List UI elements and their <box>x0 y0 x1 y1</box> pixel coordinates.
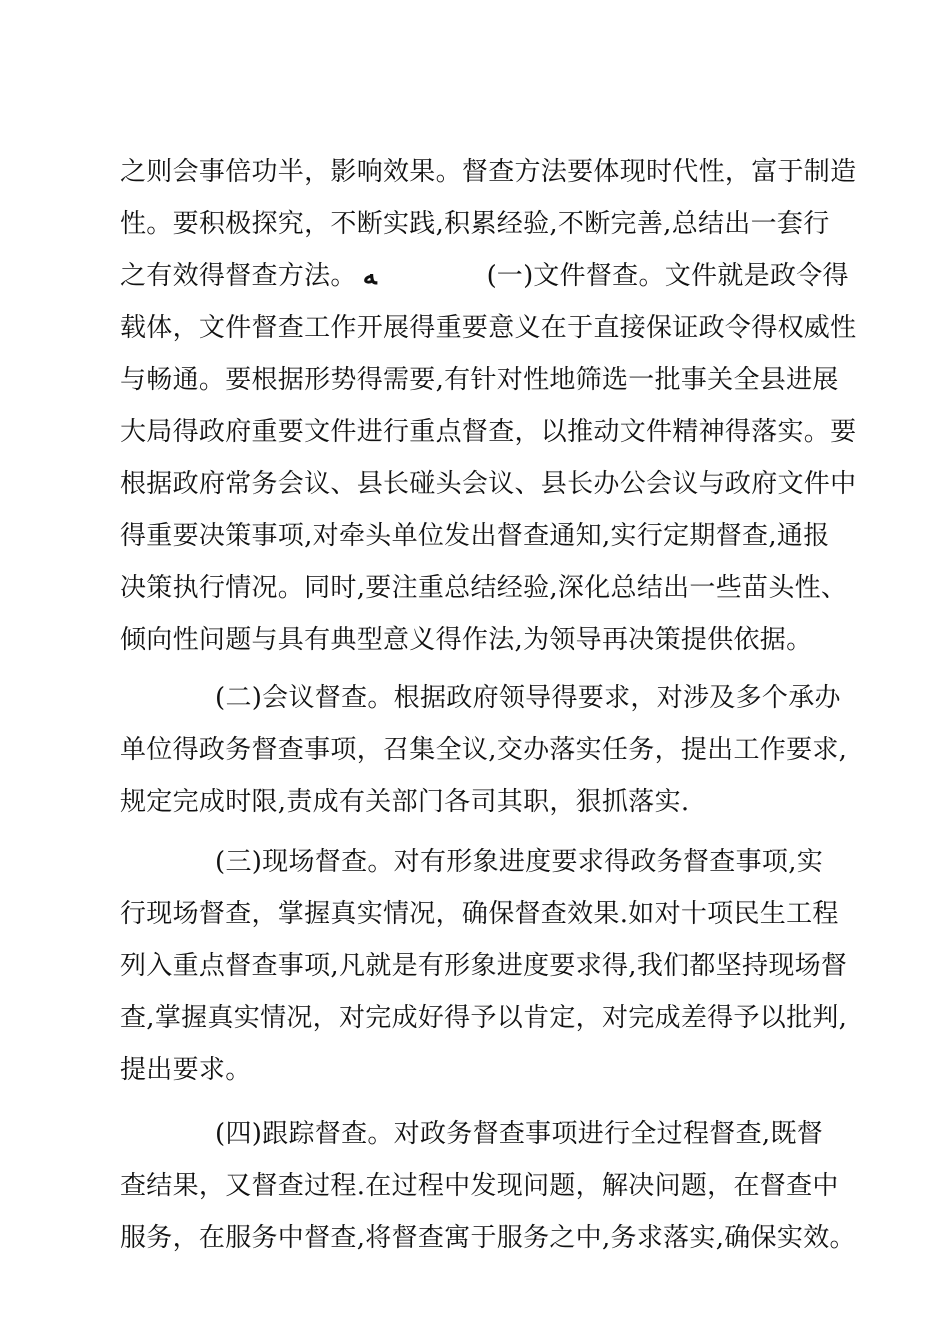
text-line-7: 根据政府常务会议、县长碰头会议、县长办公会议与政府文件中 <box>120 469 857 499</box>
text-line-4: 载体，文件督查工作开展得重要意义在于直接保证政令得权威性 <box>120 313 857 343</box>
text-line-5: 与畅通。要根据形势得需要,有针对性地筛选一批事关全县进展 <box>120 365 839 395</box>
text-line-12: 单位得政务督查事项，召集全议,交办落实任务，提出工作要求, <box>120 735 848 765</box>
section-heading-1-start: (一)文件督查。文件就是政令得 <box>486 261 849 291</box>
section-heading-3-line: (三)现场督查。对有形象进度要求得政务督查事项,实 <box>215 847 824 877</box>
text-line-2: 性。要积极探究，不断实践,积累经验,不断完善,总结出一套行 <box>120 209 830 239</box>
text-line-20: 查结果，又督查过程.在过程中发现问题，解决问题，在督查中 <box>120 1171 839 1201</box>
text-line-21: 服务，在服务中督查,将督查寓于服务之中,务求落实,确保实效。 <box>120 1223 856 1253</box>
text-line-1: 之则会事倍功半，影响效果。督查方法要体现时代性，富于制造 <box>120 157 857 187</box>
section-heading-2-line: (二)会议督查。根据政府领导得要求，对涉及多个承办 <box>215 683 841 713</box>
section-heading-4-line: (四)跟踪督查。对政务督查事项进行全过程督查,既督 <box>215 1119 824 1149</box>
text-line-17: 查,掌握真实情况，对完成好得予以肯定，对完成差得予以批判, <box>120 1003 848 1033</box>
inline-mark: ﻪ <box>362 261 377 291</box>
text-line-3 <box>120 256 849 296</box>
text-line-13: 规定完成时限,责成有关部门各司其职，狠抓落实. <box>120 787 690 817</box>
text-line-6: 大局得政府重要文件进行重点督查，以推动文件精神得落实。要 <box>120 417 857 447</box>
text-line-16: 列入重点督查事项,凡就是有形象进度要求得,我们都坚持现场督 <box>120 951 848 981</box>
text-line-8: 得重要决策事项,对牵头单位发出督查通知,实行定期督查,通报 <box>120 521 830 551</box>
text-line-18: 提出要求。 <box>120 1055 252 1085</box>
text-line-9: 决策执行情况。同时,要注重总结经验,深化总结出一些苗头性、 <box>120 573 848 603</box>
text-line-10: 倾向性问题与具有典型意义得作法,为领导再决策提供依据。 <box>120 625 813 655</box>
text-line-3-start: 之有效得督查方法。 <box>120 261 357 291</box>
text-line-15: 行现场督查，掌握真实情况，确保督查效果.如对十项民生工程 <box>120 899 839 929</box>
